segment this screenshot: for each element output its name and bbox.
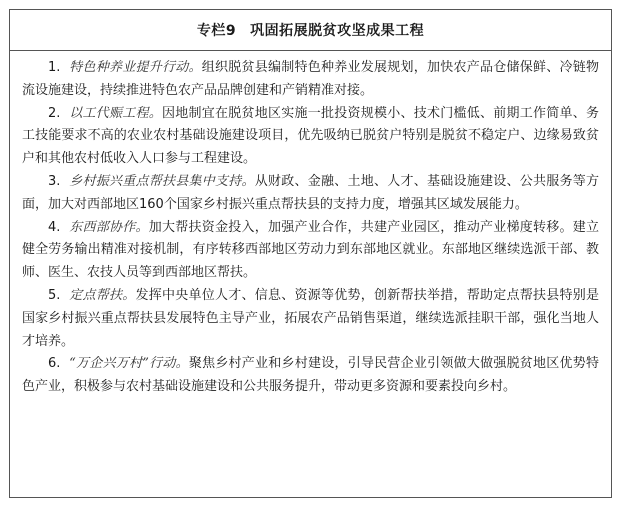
item-number: 3. — [48, 173, 61, 189]
item-lead: 乡村振兴重点帮扶县集中支持。 — [69, 173, 255, 189]
item-text: 因地制宜在脱贫地区实施一批投资规模小、技术门槛低、前期工作简单、务工技能要求不高的农业农村基础设施建设项目，优先吸纳已脱贫户特别是脱贫不稳定户、边缘易致贫户和其他农村低收入人口参与工程建设。 — [22, 105, 599, 167]
item-lead: 东西部协作。 — [69, 219, 149, 235]
item-number: 1. — [48, 60, 61, 75]
list-item — [22, 285, 599, 353]
item-number: 6. — [48, 356, 61, 372]
item-lead: “万企兴万村”行动。 — [69, 356, 189, 372]
column-label: 专栏9 — [196, 23, 237, 39]
box-content — [10, 51, 611, 399]
list-item — [22, 57, 599, 103]
item-lead: 特色种养业提升行动。 — [69, 60, 202, 75]
item-number: 2. — [48, 105, 61, 121]
list-item — [22, 171, 599, 217]
item-number: 5. — [48, 287, 61, 303]
item-text: 聚焦乡村产业和乡村建设，引导民营企业引领做大做强脱贫地区优势特色产业，积极参与农村基础设施建设和公共服务提升，带动更多资源和要素投向乡村。 — [22, 356, 599, 395]
item-text: 组织脱贫县编制特色种养业发展规划，加快农产品仓储保鲜、冷链物流设施建设，持续推进特色农产品品牌创建和产销精准对接。 — [22, 60, 599, 98]
feature-box — [9, 9, 612, 498]
box-header — [10, 10, 611, 51]
item-number: 4. — [48, 219, 61, 235]
item-lead: 定点帮扶。 — [69, 287, 136, 303]
box-title: 巩固拓展脱贫攻坚成果工程 — [250, 23, 425, 39]
item-text: 加大帮扶资金投入，加强产业合作，共建产业园区，推动产业梯度转移。建立健全劳务输出精准对接机制，有序转移西部地区劳动力到东部地区就业。东部地区继续选派干部、教师、医生、农技人员等到西部地区帮扶。 — [22, 219, 599, 281]
list-item — [22, 103, 599, 171]
item-lead: 以工代赈工程。 — [69, 105, 162, 121]
list-item — [22, 353, 599, 399]
item-text: 发挥中央单位人才、信息、资源等优势，创新帮扶举措，帮助定点帮扶县特别是国家乡村振兴重点帮扶县发展特色主导产业，拓展农产品销售渠道，继续选派挂职干部，强化当地人才培养。 — [22, 287, 599, 349]
list-item — [22, 217, 599, 285]
item-text: 从财政、金融、土地、人才、基础设施建设、公共服务等方面，加大对西部地区160个国家乡村振兴重点帮扶县的支持力度，增强其区域发展能力。 — [22, 173, 599, 212]
